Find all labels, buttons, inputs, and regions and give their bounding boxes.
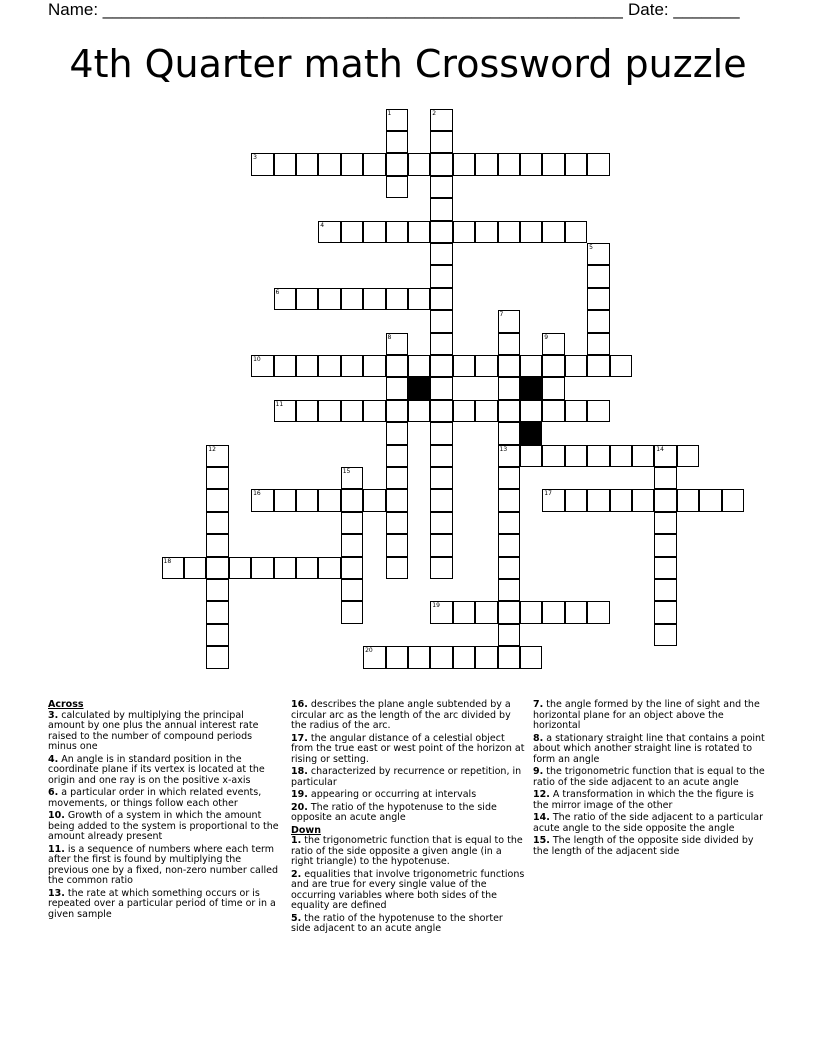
grid-cell[interactable] (386, 534, 409, 557)
grid-cell[interactable] (341, 534, 364, 557)
grid-cell[interactable] (475, 221, 498, 244)
grid-cell[interactable] (206, 579, 229, 602)
grid-cell[interactable] (587, 445, 610, 468)
grid-cell[interactable] (542, 445, 565, 468)
clue-across-17: 17. the angular distance of a celestial object from the true east or west point of the horizon at rising or setting. (291, 732, 525, 765)
grid-cell[interactable] (498, 646, 521, 669)
grid-cell[interactable] (408, 646, 431, 669)
grid-cell[interactable] (498, 400, 521, 423)
grid-cell[interactable] (498, 221, 521, 244)
grid-cell[interactable] (654, 601, 677, 624)
grid-cell[interactable] (363, 400, 386, 423)
grid-cell[interactable] (565, 355, 588, 378)
clue-across-3: 3. calculated by multiplying the principal amount by one plus the annual interest rate raised to the number of compound periods minus one (48, 709, 259, 752)
grid-cell[interactable] (475, 153, 498, 176)
grid-cell[interactable] (565, 221, 588, 244)
down-heading: Down (291, 824, 321, 836)
grid-cell[interactable] (430, 176, 453, 199)
grid-cell[interactable] (318, 153, 341, 176)
grid-block (520, 422, 543, 445)
grid-cell[interactable] (632, 445, 655, 468)
clue-across-11: 11. is a sequence of numbers where each term after the first is found by multiplying the previous one by a fixed, non-zero number called the common ratio (48, 843, 279, 886)
clue-down-12: 12. A transformation in which the the figure is the mirror image of the other (533, 789, 754, 811)
grid-cell[interactable] (498, 624, 521, 647)
grid-cell[interactable] (587, 489, 610, 512)
grid-cell[interactable] (430, 557, 453, 580)
grid-cell[interactable] (430, 243, 453, 266)
grid-cell[interactable] (453, 400, 476, 423)
grid-cell[interactable] (632, 489, 655, 512)
grid-cell[interactable] (722, 489, 745, 512)
grid-cell[interactable] (386, 445, 409, 468)
grid-cell[interactable] (542, 489, 565, 512)
grid-cell[interactable] (206, 512, 229, 535)
grid-cell[interactable] (475, 646, 498, 669)
grid-cell[interactable] (587, 310, 610, 333)
grid-cell[interactable] (296, 288, 319, 311)
clue-across-10: 10. Growth of a system in which the amount being added to the system is proportional to the amount already present (48, 810, 279, 842)
grid-cell[interactable] (408, 288, 431, 311)
grid-cell[interactable] (318, 221, 341, 244)
grid-cell[interactable] (654, 624, 677, 647)
grid-cell[interactable] (251, 557, 274, 580)
clue-down-9: 9. the trigonometric function that is equal to the ratio of the side adjacent to an acute angle (533, 766, 765, 788)
grid-cell[interactable] (654, 557, 677, 580)
grid-cell[interactable] (565, 153, 588, 176)
clue-across-6: 6. a particular order in which related events, movements, or things follow each other (48, 787, 262, 809)
grid-cell[interactable] (363, 288, 386, 311)
grid-cell[interactable] (206, 445, 229, 468)
grid-cell[interactable] (430, 489, 453, 512)
grid-cell[interactable] (229, 557, 252, 580)
grid-cell[interactable] (453, 355, 476, 378)
grid-cell[interactable] (251, 489, 274, 512)
grid-cell[interactable] (341, 601, 364, 624)
grid-cell[interactable] (430, 422, 453, 445)
grid-cell[interactable] (386, 221, 409, 244)
grid-cell[interactable] (386, 176, 409, 199)
grid-cell[interactable] (587, 153, 610, 176)
grid-block (520, 377, 543, 400)
clues-column-2 (291, 700, 525, 937)
grid-cell[interactable] (274, 153, 297, 176)
grid-cell[interactable] (296, 400, 319, 423)
grid-cell[interactable] (206, 489, 229, 512)
clue-number: 17 (544, 490, 552, 498)
grid-cell[interactable] (542, 400, 565, 423)
clue-number: 5 (589, 243, 593, 251)
clues-column-1 (48, 700, 281, 922)
grid-cell[interactable] (430, 534, 453, 557)
grid-cell[interactable] (206, 601, 229, 624)
clue-number: 16 (253, 490, 261, 498)
grid-cell[interactable] (386, 355, 409, 378)
grid-cell[interactable] (341, 512, 364, 535)
grid-cell[interactable] (430, 400, 453, 423)
grid-cell[interactable] (430, 153, 453, 176)
clue-across-16: 16. describes the plane angle subtended by a circular arc as the length of the arc divided by the radius of the arc. (291, 699, 511, 731)
grid-cell[interactable] (386, 377, 409, 400)
grid-cell[interactable] (520, 153, 543, 176)
clue-down-5: 5. the ratio of the hypotenuse to the shorter side adjacent to an acute angle (291, 912, 503, 934)
grid-cell[interactable] (677, 445, 700, 468)
grid-cell[interactable] (475, 601, 498, 624)
grid-cell[interactable] (206, 624, 229, 647)
grid-cell[interactable] (296, 153, 319, 176)
grid-cell[interactable] (386, 131, 409, 154)
grid-cell[interactable] (318, 557, 341, 580)
clue-number: 14 (656, 445, 664, 453)
clue-across-13: 13. the rate at which something occurs or is repeated over a particular period of time or in a given sample (48, 887, 276, 920)
grid-cell[interactable] (520, 646, 543, 669)
grid-cell[interactable] (610, 355, 633, 378)
grid-cell[interactable] (654, 489, 677, 512)
grid-cell[interactable] (318, 355, 341, 378)
grid-cell[interactable] (498, 333, 521, 356)
grid-cell[interactable] (453, 646, 476, 669)
grid-cell[interactable] (498, 310, 521, 333)
grid-cell[interactable] (274, 489, 297, 512)
grid-cell[interactable] (386, 333, 409, 356)
grid-cell[interactable] (206, 557, 229, 580)
clue-down-7: 7. the angle formed by the line of sight and the horizontal plane for an object above the horizontal (533, 699, 760, 731)
grid-cell[interactable] (341, 400, 364, 423)
grid-cell[interactable] (453, 153, 476, 176)
grid-cell[interactable] (430, 131, 453, 154)
grid-cell[interactable] (498, 579, 521, 602)
date-line[interactable]: Date: _______ (628, 0, 740, 19)
grid-cell[interactable] (587, 355, 610, 378)
grid-cell[interactable] (610, 445, 633, 468)
name-line[interactable]: Name: _______________________________________________________ (48, 0, 623, 19)
grid-cell[interactable] (475, 400, 498, 423)
grid-cell[interactable] (296, 355, 319, 378)
grid-cell[interactable] (430, 109, 453, 132)
grid-cell[interactable] (274, 288, 297, 311)
grid-cell[interactable] (408, 355, 431, 378)
grid-cell[interactable] (341, 557, 364, 580)
clue-down-1: 1. the trigonometric function that is equal to the ratio of the side opposite a given angle (in a right triangle) to the hypotenuse. (291, 835, 523, 867)
grid-cell[interactable] (498, 601, 521, 624)
grid-cell[interactable] (251, 153, 274, 176)
grid-cell[interactable] (274, 355, 297, 378)
clue-number: 11 (275, 400, 284, 408)
clue-number: 15 (342, 467, 351, 475)
grid-cell[interactable] (587, 288, 610, 311)
clue-number: 3 (253, 154, 257, 162)
grid-cell[interactable] (386, 400, 409, 423)
grid-cell[interactable] (430, 601, 453, 624)
grid-cell[interactable] (341, 467, 364, 490)
clues-column-3 (533, 700, 767, 859)
grid-cell[interactable] (565, 489, 588, 512)
clue-number: 10 (253, 355, 261, 363)
grid-cell[interactable] (542, 333, 565, 356)
grid-cell[interactable] (587, 400, 610, 423)
grid-cell[interactable] (386, 557, 409, 580)
grid-cell[interactable] (587, 243, 610, 266)
grid-cell[interactable] (341, 221, 364, 244)
grid-cell[interactable] (520, 355, 543, 378)
clue-down-14: 14. The ratio of the side adjacent to a particular acute angle to the side opposite the angle (533, 812, 764, 834)
grid-cell[interactable] (498, 153, 521, 176)
grid-cell[interactable] (587, 601, 610, 624)
grid-cell[interactable] (565, 400, 588, 423)
grid-cell[interactable] (430, 198, 453, 221)
grid-cell[interactable] (430, 288, 453, 311)
grid-cell[interactable] (498, 512, 521, 535)
grid-cell[interactable] (542, 153, 565, 176)
grid-cell[interactable] (386, 288, 409, 311)
grid-cell[interactable] (430, 355, 453, 378)
grid-cell[interactable] (453, 601, 476, 624)
grid-cell[interactable] (498, 467, 521, 490)
grid-cell[interactable] (542, 221, 565, 244)
clue-number: 7 (499, 311, 504, 319)
grid-cell[interactable] (430, 646, 453, 669)
grid-cell[interactable] (542, 377, 565, 400)
grid-cell[interactable] (430, 265, 453, 288)
grid-cell[interactable] (498, 534, 521, 557)
clue-across-20: 20. The ratio of the hypotenuse to the side opposite an acute angle (291, 801, 497, 823)
page-title: 4th Quarter math Crossword puzzle (69, 42, 747, 86)
grid-cell[interactable] (498, 489, 521, 512)
grid-cell[interactable] (430, 445, 453, 468)
grid-cell[interactable] (341, 579, 364, 602)
grid-cell[interactable] (206, 467, 229, 490)
grid-cell[interactable] (520, 445, 543, 468)
clue-down-15: 15. The length of the opposite side divided by the length of the adjacent side (533, 835, 754, 857)
grid-cell[interactable] (341, 288, 364, 311)
grid-cell[interactable] (654, 512, 677, 535)
grid-cell[interactable] (363, 489, 386, 512)
grid-cell[interactable] (520, 400, 543, 423)
grid-cell[interactable] (654, 534, 677, 557)
grid-cell[interactable] (274, 400, 297, 423)
clue-across-4: 4. An angle is in standard position in the coordinate plane if its vertex is located at the origin and one ray is on the positive x-axis (48, 753, 265, 786)
clue-number: 20 (365, 647, 373, 655)
grid-cell[interactable] (386, 109, 409, 132)
grid-cell[interactable] (408, 221, 431, 244)
grid-cell[interactable] (677, 489, 700, 512)
grid-cell[interactable] (206, 646, 229, 669)
grid-cell[interactable] (386, 646, 409, 669)
grid-cell[interactable] (296, 489, 319, 512)
grid-cell[interactable] (318, 288, 341, 311)
grid-cell[interactable] (363, 221, 386, 244)
clue-number: 18 (163, 557, 172, 565)
grid-cell[interactable] (654, 579, 677, 602)
grid-cell[interactable] (542, 355, 565, 378)
grid-cell[interactable] (296, 557, 319, 580)
grid-cell[interactable] (498, 557, 521, 580)
grid-cell[interactable] (206, 534, 229, 557)
clue-number: 9 (544, 333, 549, 341)
grid-cell[interactable] (251, 355, 274, 378)
clue-down-8: 8. a stationary straight line that contains a point about which another straight line is rotated to form an angle (533, 732, 765, 765)
clue-number: 1 (387, 109, 392, 117)
grid-cell[interactable] (654, 445, 677, 468)
grid-cell[interactable] (565, 445, 588, 468)
grid-cell[interactable] (587, 265, 610, 288)
grid-cell[interactable] (520, 221, 543, 244)
grid-cell[interactable] (363, 646, 386, 669)
grid-cell[interactable] (610, 489, 633, 512)
grid-cell[interactable] (430, 310, 453, 333)
clue-number: 2 (432, 109, 437, 117)
grid-cell[interactable] (498, 355, 521, 378)
grid-cell[interactable] (475, 355, 498, 378)
grid-cell[interactable] (318, 489, 341, 512)
grid-cell[interactable] (430, 377, 453, 400)
clue-number: 12 (208, 445, 216, 453)
grid-cell[interactable] (430, 221, 453, 244)
grid-cell[interactable] (654, 467, 677, 490)
grid-cell[interactable] (386, 489, 409, 512)
clue-across-18: 18. characterized by recurrence or repetition, in particular (291, 766, 522, 788)
clue-number: 4 (320, 221, 325, 229)
grid-cell[interactable] (408, 153, 431, 176)
grid-cell[interactable] (408, 400, 431, 423)
grid-cell[interactable] (453, 221, 476, 244)
grid-cell[interactable] (162, 557, 185, 580)
clue-number: 8 (387, 333, 392, 341)
grid-cell[interactable] (184, 557, 207, 580)
clue-number: 6 (275, 288, 280, 296)
grid-cell[interactable] (430, 333, 453, 356)
grid-cell[interactable] (699, 489, 722, 512)
grid-cell[interactable] (363, 153, 386, 176)
grid-cell[interactable] (386, 512, 409, 535)
grid-cell[interactable] (318, 400, 341, 423)
grid-cell[interactable] (520, 601, 543, 624)
grid-cell[interactable] (386, 153, 409, 176)
grid-cell[interactable] (565, 601, 588, 624)
grid-cell[interactable] (386, 422, 409, 445)
grid-cell[interactable] (542, 601, 565, 624)
grid-cell[interactable] (430, 467, 453, 490)
grid-cell[interactable] (498, 445, 521, 468)
clue-number: 13 (499, 445, 508, 453)
clue-down-2: 2. equalities that involve trigonometric functions and are true for every single value of the occurring variables where both sides of the equality are defined (291, 868, 525, 911)
grid-cell[interactable] (587, 333, 610, 356)
grid-cell[interactable] (341, 355, 364, 378)
grid-cell[interactable] (498, 422, 521, 445)
grid-cell[interactable] (341, 153, 364, 176)
clue-across-19: 19. appearing or occurring at intervals (291, 789, 477, 800)
grid-cell[interactable] (386, 467, 409, 490)
clue-number: 19 (432, 602, 440, 610)
grid-cell[interactable] (274, 557, 297, 580)
grid-cell[interactable] (341, 489, 364, 512)
grid-cell[interactable] (498, 377, 521, 400)
grid-block (408, 377, 431, 400)
grid-cell[interactable] (363, 355, 386, 378)
across-heading: Across (48, 699, 84, 710)
grid-cell[interactable] (430, 512, 453, 535)
